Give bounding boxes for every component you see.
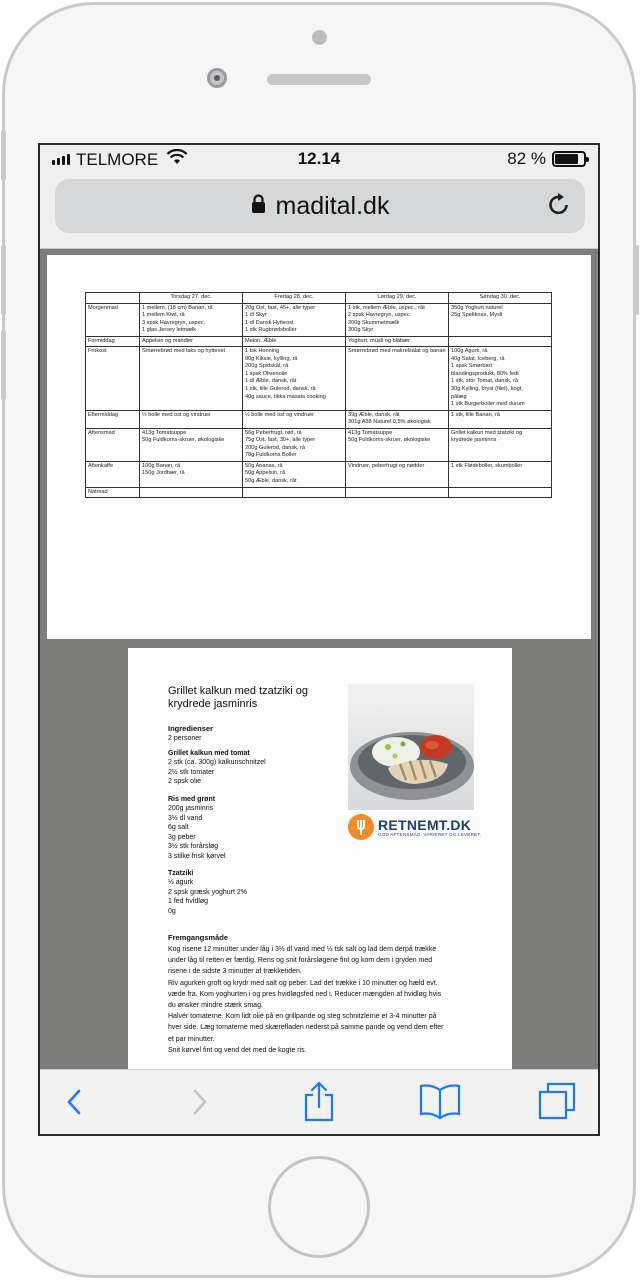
table-cell: [243, 347, 346, 410]
food-item: pålæg: [451, 393, 467, 400]
food-item: 78g Fuldkorns Boller: [245, 452, 297, 459]
table-row: [86, 428, 552, 461]
meal-label: Natmad: [86, 487, 140, 498]
meal-label: Morgenmad: [86, 303, 140, 336]
table-cell: [346, 347, 449, 410]
food-item: 25g Speltknas, Mysli: [451, 312, 503, 319]
food-item: 350g Yoghurt naturel: [451, 304, 503, 311]
table-cell: [243, 336, 346, 347]
ingredients-section: [168, 724, 213, 744]
table-header-cell: Torsdag 27. dec.: [140, 293, 243, 304]
table-cell: [140, 336, 243, 347]
food-item: 1 dl Skyr: [245, 312, 267, 319]
method-line: Snit kørvel fint og vend det med de kogte ris.: [168, 1046, 307, 1054]
food-item: 50g Appelsin, rå: [245, 470, 286, 477]
food-item: Grillet kalkun med tzatziki og: [451, 429, 523, 436]
food-item: 1 spsk Smørbart: [451, 363, 493, 370]
food-item: 1 stk Rugbrødsboller: [245, 327, 297, 334]
back-chevron-icon[interactable]: [62, 1084, 88, 1125]
table-cell: [140, 487, 243, 498]
food-item: Smørrebrød med makrelsalat og banan: [348, 348, 446, 355]
carrier-name: TELMORE: [76, 149, 159, 169]
food-item: 1 stk, mellem Æble, uspec., råt: [348, 304, 425, 311]
food-item: [451, 338, 549, 346]
ingredient-item: 1 fed hvidløg: [168, 898, 209, 906]
meal-plan-table: [85, 292, 552, 498]
table-cell: [140, 347, 243, 410]
screen: [38, 143, 600, 1136]
pdf-page-recipe: [128, 648, 512, 1078]
food-item: 300g Skyr: [348, 327, 374, 334]
food-item: 50g Fuldkorns-skruer, økologiske: [142, 437, 225, 444]
food-item: 1 spsk Olivenolie: [245, 370, 288, 377]
pdf-page-meal-plan: [47, 255, 591, 639]
table-cell: [346, 410, 449, 428]
method-line: du ønsker mindre stærk smag.: [168, 1001, 263, 1009]
meal-label: Aftensmad: [86, 428, 140, 461]
table-cell: [346, 303, 449, 336]
battery-level: [555, 154, 578, 164]
proximity-sensor: [312, 30, 327, 45]
ingredient-item: 0g: [168, 907, 176, 915]
power-button: [634, 245, 639, 315]
method-line: Riv agurken groft og krydr med salt og peber. Lad det trække i 10 minutter og hæld evt.: [168, 979, 438, 987]
ingredient-group-name: Grillet kalkun med tomat: [168, 750, 250, 757]
food-item: ½ bolle med ost og vindruer: [142, 411, 212, 418]
food-item: 40g sauce, tikka masala cooking: [245, 393, 326, 400]
browser-toolbar: [40, 1069, 598, 1134]
table-cell: [449, 428, 552, 461]
brand-tagline: GOD AFTENSMAD. VARIERET OG LEVERET.: [378, 831, 482, 837]
food-item: 40g Salat, Iceberg, rå: [451, 355, 505, 362]
food-item: 1 dl Dansk Hytteost: [245, 319, 294, 326]
table-header-cell: Søndag 30. dec.: [449, 293, 552, 304]
food-item: 1 tsk Honning: [245, 348, 280, 355]
table-row: [86, 336, 552, 347]
table-row: [86, 347, 552, 410]
volume-down-button: [1, 330, 6, 400]
table-cell: [449, 336, 552, 347]
food-item: krydrede jasminris: [451, 437, 497, 444]
ingredient-item: 200g jasminris: [168, 805, 214, 813]
tabs-icon[interactable]: [537, 1081, 579, 1126]
method-line: risene i de sidste 3 minutter af trækketiden.: [168, 968, 302, 976]
food-item: 1 stk Burgerboller med durum: [451, 401, 525, 408]
earpiece-speaker: [267, 74, 371, 85]
battery-icon: [552, 151, 586, 167]
ingredient-group: [168, 749, 266, 787]
food-item: 90g Kiksie, kylling, rå: [245, 355, 298, 362]
table-cell: [346, 428, 449, 461]
food-item: 50g Fuldkorns-skruer, økologiske: [348, 437, 431, 444]
food-item: 3 spsk Havregryn, uspec.: [142, 319, 206, 326]
food-item: 1 glas Jersey letmælk: [142, 327, 197, 334]
table-cell: [449, 461, 552, 487]
food-item: [451, 489, 549, 497]
table-header-cell: [86, 293, 140, 304]
food-item: 100g Agurk, rå: [451, 348, 488, 355]
food-item: [348, 489, 446, 497]
ingredient-item: 3 stilke frisk kørvel: [168, 852, 226, 860]
table-cell: [243, 303, 346, 336]
table-cell: [243, 428, 346, 461]
forward-chevron-icon[interactable]: [186, 1084, 212, 1125]
address-bar[interactable]: [55, 179, 585, 233]
table-cell: [140, 428, 243, 461]
method-section: [168, 932, 468, 1056]
table-cell: [140, 303, 243, 336]
clock: 12.14: [297, 149, 341, 168]
food-item: 413g Tomatsuppe: [142, 429, 187, 436]
food-item: Yoghurt, müsli og blåbær: [348, 337, 410, 344]
method-line: væde fra. Kom yoghurten i og pres hvidløgsfed ned i. Reducer mængden af hvidløg hvis: [168, 990, 442, 998]
food-item: blandingsprodukt, 80% fedt: [451, 370, 519, 377]
meal-label: Aftenkaffe: [86, 461, 140, 487]
food-item: 200g Gulerod, dansk, rå: [245, 444, 306, 451]
battery-percentage: 82 %: [507, 149, 546, 168]
url-text: madital.dk: [275, 191, 390, 220]
status-bar: [40, 145, 598, 173]
share-icon[interactable]: [302, 1080, 336, 1127]
servings: 2 personer: [168, 735, 202, 743]
ingredient-item: ½ agurk: [168, 879, 194, 887]
table-row: [86, 410, 552, 428]
brand-logo: [348, 814, 481, 840]
table-row: [86, 461, 552, 487]
food-item: 1 stk, stor Tomat, dansk, rå: [451, 378, 519, 385]
reload-icon[interactable]: [547, 192, 571, 223]
food-item: 200g Skummetmælk: [348, 319, 400, 326]
table-cell: [449, 487, 552, 498]
ingredient-item: 2 spsk olie: [168, 778, 202, 786]
ingredient-item: 2 spsk græsk yoghurt 2%: [168, 888, 247, 896]
food-item: 1 mellem, (18 cm) Banan, rå: [142, 304, 213, 311]
table-cell: [449, 410, 552, 428]
meal-label: Eftermiddag: [86, 410, 140, 428]
table-cell: [449, 347, 552, 410]
brand-name: RETNEMT.DK: [378, 816, 472, 833]
food-item: 2 spsk Havregryn, uspec.: [348, 312, 412, 319]
table-header-cell: Lørdag 29. dec.: [346, 293, 449, 304]
food-photo-icon: [348, 684, 474, 810]
food-item: 1 stk, lille Gulerod, dansk, rå: [245, 386, 316, 393]
table-cell: [140, 461, 243, 487]
meal-label: Formiddag: [86, 336, 140, 347]
home-button[interactable]: [268, 1156, 370, 1258]
method-line: Kog risene 12 minutter under låg i 3½ dl vand med ½ tsk salt og lad dem derpå trække: [168, 946, 437, 953]
method-line: et par minutter.: [168, 1035, 215, 1043]
table-cell: [346, 336, 449, 347]
ingredient-item: 3½ stk forårsløg: [168, 843, 219, 851]
table-cell: [346, 461, 449, 487]
food-item: 56g Peberfrugt, rød, rå: [245, 429, 302, 436]
ingredient-group: [168, 795, 226, 861]
food-item: 1 stk Flødeboller, skumboller: [451, 462, 523, 469]
ingredients-heading: Ingredienser: [168, 724, 214, 733]
food-item: Vindruer, peberfrugt og nødder: [348, 462, 425, 469]
food-item: 1 stk, lille Banan, rå: [451, 411, 500, 418]
silent-switch: [1, 130, 6, 180]
food-item: [142, 489, 240, 497]
food-item: 100g Banan, rå: [142, 462, 181, 469]
food-item: 150g Jordbær, rå: [142, 470, 185, 477]
ingredient-item: 3g peber: [168, 833, 196, 841]
table-cell: [140, 410, 243, 428]
table-cell: [243, 487, 346, 498]
food-item: ½ bolle med ost og vindruer: [245, 411, 315, 418]
ingredient-item: 2 stk (ca. 300g) kalkunschnitzel: [168, 759, 266, 767]
method-line: under låg til retten er færdig. Rens og snit forårsløgene fint og kom dem i gryden med: [168, 957, 433, 965]
ingredient-group-name: Ris med grønt: [168, 796, 216, 803]
food-item: 1 dl Æble, dansk, råt: [245, 378, 297, 385]
bookmarks-icon[interactable]: [418, 1082, 462, 1125]
food-item: [245, 489, 343, 497]
method-heading: Fremgangsmåde: [168, 933, 229, 942]
lock-icon: [251, 194, 266, 219]
method-line: hver side. Læg tomaterne med skærefladen nederst på samme pande og vend dem efter: [168, 1024, 444, 1032]
food-item: Appelsin og mandler: [142, 337, 193, 344]
meal-label: Frokost: [86, 347, 140, 410]
table-cell: [243, 410, 346, 428]
food-item: 1 mellem Kiwi, rå: [142, 312, 185, 319]
food-item: 413g Tomatsuppe: [348, 429, 393, 436]
food-item: Melon, Æble: [245, 337, 277, 344]
table-cell: [449, 303, 552, 336]
fork-logo-icon: [348, 814, 374, 840]
front-camera: [207, 68, 227, 88]
food-item: 39g Æble, dansk, råt: [348, 411, 400, 418]
food-item: 75g Ost, fast, 30+, alle typer: [245, 437, 316, 444]
food-item: 30g Kylling, bryst (filet), kogt,: [451, 386, 523, 393]
recipe-title: Grillet kalkun med tzatziki og krydrede jasminris: [168, 685, 308, 711]
method-line: Halvér tomaterne. Kom lidt olie på en grillpande og steg schnitzlerne et 3-4 minutter på: [168, 1013, 437, 1021]
browser-chrome: [40, 173, 598, 249]
food-item: 20g Ost, fast, 45+, alle typer: [245, 304, 316, 311]
ingredient-group-name: Tzatziki: [168, 870, 194, 877]
table-row: [86, 487, 552, 498]
volume-up-button: [1, 245, 6, 315]
table-row: [86, 303, 552, 336]
ingredient-item: 2½ stk tomater: [168, 768, 215, 776]
food-item: 301g A38 Naturel 0,5% økologisk: [348, 419, 431, 426]
ingredient-item: 3½ dl vand: [168, 814, 203, 822]
food-item: 200g Spidskål, rå: [245, 363, 289, 370]
ingredient-item: 6g salt: [168, 824, 189, 832]
table-cell: [346, 487, 449, 498]
table-cell: [243, 461, 346, 487]
food-item: 50g Æble, dansk, råt: [245, 478, 297, 485]
food-item: Smørrebrød med laks og hytteost: [142, 348, 226, 355]
food-item: 50g Ananas, rå: [245, 462, 283, 469]
ingredient-group: [168, 869, 247, 916]
table-header-cell: Fredag 28. dec.: [243, 293, 346, 304]
